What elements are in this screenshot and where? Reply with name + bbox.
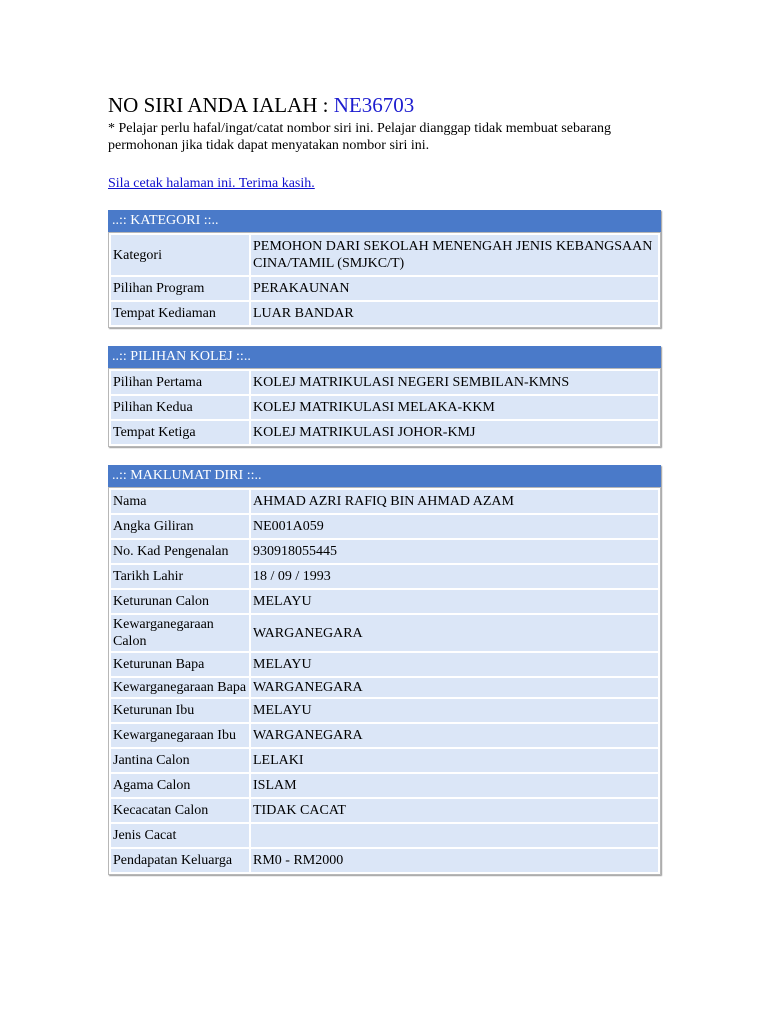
field-label: Keturunan Calon xyxy=(111,590,249,613)
table-row xyxy=(111,277,658,300)
serial-heading xyxy=(108,92,661,118)
registration-slip xyxy=(108,92,661,875)
field-label: Pendapatan Keluarga xyxy=(111,849,249,872)
kategori-table xyxy=(108,232,661,328)
field-value: KOLEJ MATRIKULASI NEGERI SEMBILAN-KMNS xyxy=(251,371,658,394)
field-label: No. Kad Pengenalan xyxy=(111,540,249,563)
field-value: KOLEJ MATRIKULASI MELAKA-KKM xyxy=(251,396,658,419)
field-value: 18 / 09 / 1993 xyxy=(251,565,658,588)
field-label: Kategori xyxy=(111,235,249,275)
field-label: Kewarganegaraan Ibu xyxy=(111,724,249,747)
maklumat-diri-table xyxy=(108,487,661,875)
field-label: Agama Calon xyxy=(111,774,249,797)
field-label: Kewarganegaraan Calon xyxy=(111,615,249,651)
table-row xyxy=(111,371,658,394)
table-row xyxy=(111,396,658,419)
field-label: Jenis Cacat xyxy=(111,824,249,847)
table-row xyxy=(111,590,658,613)
field-label: Angka Giliran xyxy=(111,515,249,538)
field-value: WARGANEGARA xyxy=(251,615,658,651)
field-value: NE001A059 xyxy=(251,515,658,538)
section-maklumat-diri xyxy=(108,465,661,875)
field-value: WARGANEGARA xyxy=(251,724,658,747)
field-value: MELAYU xyxy=(251,699,658,722)
table-row xyxy=(111,749,658,772)
field-value: MELAYU xyxy=(251,590,658,613)
table-row xyxy=(111,824,658,847)
table-row xyxy=(111,421,658,444)
pilihan-kolej-table xyxy=(108,368,661,447)
section-pilihan-kolej xyxy=(108,346,661,447)
field-label: Pilihan Program xyxy=(111,277,249,300)
serial-number: NE36703 xyxy=(333,93,415,117)
field-label: Tarikh Lahir xyxy=(111,565,249,588)
section-header-kategori: ..:: KATEGORI ::.. xyxy=(108,210,661,232)
field-value: PEMOHON DARI SEKOLAH MENENGAH JENIS KEBANGSAAN CINA/TAMIL (SMJKC/T) xyxy=(251,235,658,275)
table-row xyxy=(111,724,658,747)
table-row xyxy=(111,774,658,797)
section-kategori xyxy=(108,210,661,328)
section-header-pilihan-kolej: ..:: PILIHAN KOLEJ ::.. xyxy=(108,346,661,368)
field-label: Pilihan Kedua xyxy=(111,396,249,419)
field-value: ISLAM xyxy=(251,774,658,797)
table-row xyxy=(111,799,658,822)
table-row xyxy=(111,615,658,651)
table-row xyxy=(111,849,658,872)
field-label: Keturunan Ibu xyxy=(111,699,249,722)
table-row xyxy=(111,565,658,588)
field-value: MELAYU xyxy=(251,653,658,676)
field-label: Kecacatan Calon xyxy=(111,799,249,822)
field-value: LUAR BANDAR xyxy=(251,302,658,325)
table-row xyxy=(111,653,658,676)
table-row xyxy=(111,515,658,538)
field-value: 930918055445 xyxy=(251,540,658,563)
table-row xyxy=(111,699,658,722)
field-value: PERAKAUNAN xyxy=(251,277,658,300)
field-label: Kewarganegaraan Bapa xyxy=(111,678,249,697)
field-label: Nama xyxy=(111,490,249,513)
table-row xyxy=(111,302,658,325)
field-value: LELAKI xyxy=(251,749,658,772)
field-value: TIDAK CACAT xyxy=(251,799,658,822)
serial-notice: * Pelajar perlu hafal/ingat/catat nombor siri ini. Pelajar dianggap tidak membuat sebarang permohonan jika tidak dapat menyatakan nombor siri ini. xyxy=(108,121,612,153)
table-row xyxy=(111,540,658,563)
field-label: Tempat Kediaman xyxy=(111,302,249,325)
field-value: KOLEJ MATRIKULASI JOHOR-KMJ xyxy=(251,421,658,444)
field-label: Tempat Ketiga xyxy=(111,421,249,444)
print-page-link[interactable]: Sila cetak halaman ini. Terima kasih. xyxy=(108,176,315,191)
field-value: AHMAD AZRI RAFIQ BIN AHMAD AZAM xyxy=(251,490,658,513)
field-label: Keturunan Bapa xyxy=(111,653,249,676)
field-value xyxy=(251,824,658,847)
section-header-maklumat-diri: ..:: MAKLUMAT DIRI ::.. xyxy=(108,465,661,487)
field-value: RM0 - RM2000 xyxy=(251,849,658,872)
table-row xyxy=(111,490,658,513)
field-label: Jantina Calon xyxy=(111,749,249,772)
field-label: Pilihan Pertama xyxy=(111,371,249,394)
table-row xyxy=(111,235,658,275)
table-row xyxy=(111,678,658,697)
serial-heading-label: NO SIRI ANDA IALAH : xyxy=(108,93,334,117)
field-value: WARGANEGARA xyxy=(251,678,658,697)
